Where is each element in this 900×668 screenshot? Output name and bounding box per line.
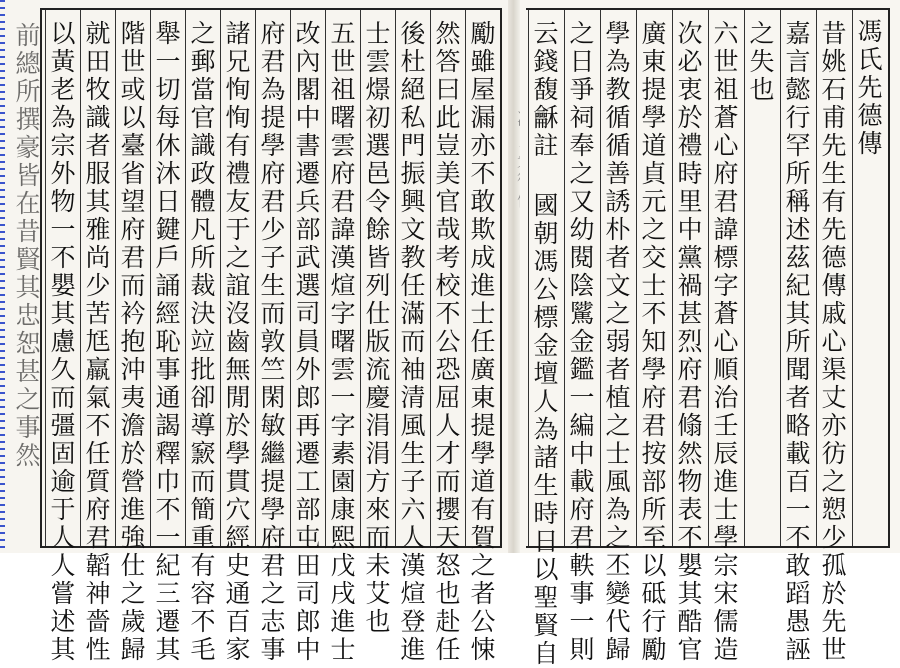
left-column-rule <box>465 10 466 546</box>
document-title: 馮氏先德傳 <box>854 18 883 158</box>
right-column-rule <box>636 10 637 546</box>
left-column-rule <box>220 10 221 546</box>
cut-off-column: 前總所撰豪皆在昔賢其忠恕甚之事然 <box>12 22 41 470</box>
right-column-8: 之日爭祠奉之又幼閱陰騭金鑑一編中載府君軼事一則 <box>566 20 595 664</box>
right-column-3: 之失也 <box>746 20 775 104</box>
left-column-12: 就田牧識者服其雅尚少苦尪羸氣不任質府君韜神嗇性 <box>82 20 111 664</box>
left-column-rule <box>115 10 116 546</box>
right-column-9: 云錢馥龢註 國朝馮公標金壇人為諸生時日以聖賢自 <box>530 20 559 668</box>
right-column-rule <box>672 10 673 546</box>
left-column-rule <box>255 10 256 546</box>
left-column-rule <box>290 10 291 546</box>
right-page <box>520 0 900 668</box>
left-column-6: 改內閣中書遷兵部武選司員外郎再遷工部屯田司郎中 <box>292 20 321 664</box>
left-column-rule <box>185 10 186 546</box>
right-column-rule <box>564 10 565 546</box>
right-page-frame <box>526 8 890 668</box>
right-column-rule <box>708 10 709 546</box>
left-column-rule <box>150 10 151 546</box>
right-column-6: 廣東提學道貞元之交士不知學府君按部所至以砥行勵 <box>638 20 667 664</box>
right-column-1: 昔姚石甫先生有先德傳戚心渠丈亦彷之愬少孤於先世 <box>818 20 847 664</box>
left-column-rule <box>395 10 396 546</box>
left-column-rule <box>80 10 81 546</box>
left-column-rule <box>325 10 326 546</box>
left-column-1: 勵雖屋漏亦不敢欺成進士任廣東提學道有賀之者公悚 <box>467 20 496 664</box>
right-column-rule <box>744 10 745 546</box>
left-column-9: 之郵當官識政體凡所裁決竝批卻導窾而簡重有容不毛 <box>187 20 216 664</box>
left-column-8: 諸兄恂恂有禮友于之誼沒齒無閒於學貫穴經史通百家 <box>222 20 251 664</box>
left-page-frame <box>12 8 502 664</box>
right-column-rule <box>852 10 853 546</box>
right-column-7: 學為教循循善誘朴者文之弱者植之士風為之丕變代歸 <box>602 20 631 664</box>
right-column-4: 六世祖蒼心府君諱標字蒼心順治壬辰進士學宗宋儒造 <box>710 20 739 664</box>
left-column-rule <box>430 10 431 546</box>
right-column-2: 嘉言懿行罕所稱述茲紀其所聞者略載百一不敢蹈愚誣 <box>782 20 811 664</box>
right-column-rule <box>780 10 781 546</box>
left-column-2: 然答曰此豈美官哉考校不公恐屈人才而攖天怒也赴任 <box>432 20 461 664</box>
right-column-rule <box>600 10 601 546</box>
right-column-5: 次必衷於禮時里中黨禍甚烈府君翛然物表不嬰其酷官 <box>674 20 703 664</box>
left-column-11: 階世或以臺省望府君而衿抱沖夷澹於營進強仕之歲歸 <box>117 20 146 664</box>
right-column-rule <box>528 10 529 546</box>
left-column-rule <box>360 10 361 546</box>
book-gutter <box>508 0 520 553</box>
left-column-10: 舉一切每休沐日鍵戶誦經恥事通謁釋巾不一紀三遷其 <box>152 20 181 664</box>
left-column-7: 府君為提學府君少子生而敦竺閑敏繼提學府君之志事 <box>257 20 286 664</box>
left-column-13: 以黃老為宗外物一不嬰其慮久而彊固逾于人人嘗述其 <box>47 20 76 664</box>
left-column-5: 五世祖曙雲府君諱漢煊字曙雲一字素園康熙戊戌進士 <box>327 20 356 664</box>
left-column-3: 後杜絕私門振興文教任滿而袖清風生子六人漢煊登進 <box>397 20 426 664</box>
left-column-rule <box>45 10 46 546</box>
scan-edge-marks <box>0 0 5 553</box>
right-column-rule <box>816 10 817 546</box>
left-column-4: 士雲燝初選邑令餘皆列仕版流慶涓涓方來而未艾也 <box>362 20 391 636</box>
